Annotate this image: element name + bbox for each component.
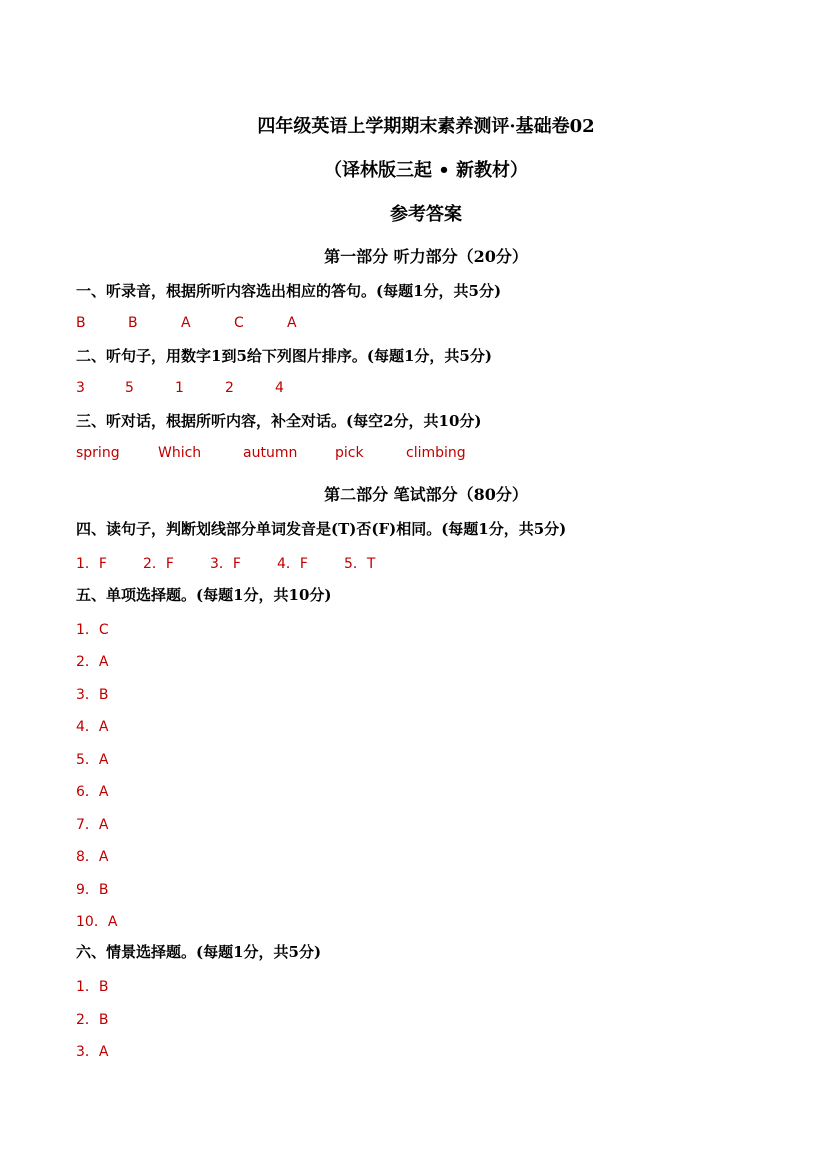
answer-item: 9．B <box>76 882 109 898</box>
section2-heading: 二、听句子，用数字1到5给下列图片排序。(每题1分，共5分) <box>76 347 492 365</box>
answer-item: 4．A <box>76 719 109 735</box>
answer-item: 4．F <box>277 556 308 572</box>
answer-item: pick <box>335 445 364 461</box>
answer-item: 10．A <box>76 914 118 930</box>
section1-heading: 一、听录音，根据所听内容选出相应的答句。(每题1分，共5分) <box>76 282 502 300</box>
document-title: 四年级英语上学期期末素养测评·基础卷02 <box>257 116 595 137</box>
answer-item: 2．A <box>76 654 109 670</box>
section3-heading: 三、听对话，根据所听内容，补全对话。(每空2分，共10分) <box>76 412 482 430</box>
part2-heading: 第二部分 笔试部分（80分） <box>324 485 528 504</box>
section5-heading: 五、单项选择题。(每题1分，共10分) <box>76 586 332 604</box>
answer-item: A <box>181 315 191 331</box>
answer-item: Which <box>158 445 202 461</box>
answer-item: 3 <box>76 380 85 396</box>
answer-item: 1．C <box>76 622 109 638</box>
answer-item: 5．T <box>344 556 376 572</box>
answer-item: 2．F <box>143 556 174 572</box>
answer-item: 3．A <box>76 1044 109 1060</box>
answer-item: 5．A <box>76 752 109 768</box>
answer-item: 7．A <box>76 817 109 833</box>
answer-item: B <box>128 315 138 331</box>
answer-item: A <box>287 315 297 331</box>
answer-item: 6．A <box>76 784 109 800</box>
answer-item: 8．A <box>76 849 109 865</box>
answer-item: 2 <box>225 380 234 396</box>
answer-item: C <box>234 315 244 331</box>
answer-item: 5 <box>125 380 134 396</box>
document-subtitle: （译林版三起 • 新教材） <box>323 160 529 181</box>
answer-item: 1．B <box>76 979 109 995</box>
answer-item: 1 <box>175 380 184 396</box>
answer-item: spring <box>76 445 120 461</box>
answer-item: climbing <box>406 445 466 461</box>
answer-item: 3．F <box>210 556 241 572</box>
answer-item: 4 <box>275 380 284 396</box>
answer-item: 3．B <box>76 687 109 703</box>
answer-item: autumn <box>243 445 298 461</box>
part1-heading: 第一部分 听力部分（20分） <box>324 247 528 266</box>
section6-heading: 六、情景选择题。(每题1分，共5分) <box>76 943 322 961</box>
section4-heading: 四、读句子，判断划线部分单词发音是(T)否(F)相同。(每题1分，共5分) <box>76 520 567 538</box>
answer-key-label: 参考答案 <box>390 204 462 225</box>
answer-item: 2．B <box>76 1012 109 1028</box>
answer-item: 1．F <box>76 556 107 572</box>
answer-item: B <box>76 315 86 331</box>
